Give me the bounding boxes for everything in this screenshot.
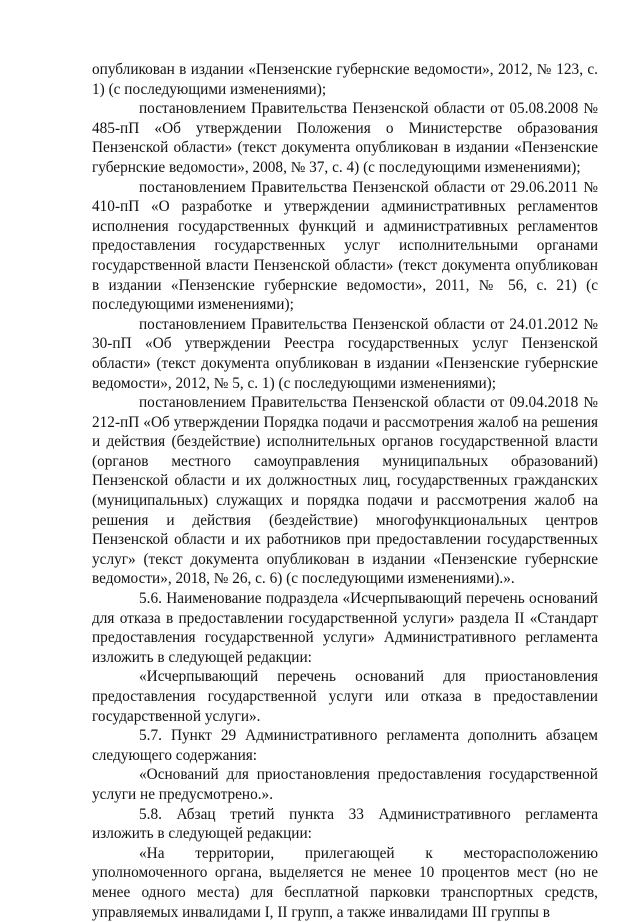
paragraph-5-6: 5.6. Наименование подраздела «Исчерпывающий перечень оснований для отказа в предоставлении государственной услуги» раздела II «Стандарт предоставления государственной услуги» Административного регламента изложить в следующей редакции: <box>92 590 598 666</box>
paragraph-5-8-new-wording: «На территории, прилегающей к месторасположению уполномоченного органа, выделяется не менее 10 процентов мест (но не менее одного места) для бесплатной парковки транспортных средств, управляемых инвалидами I, II групп, а также инвалидами III группы в <box>92 844 598 921</box>
document-page <box>92 60 598 922</box>
paragraph-5-8: 5.8. Абзац третий пункта 33 Административного регламента изложить в следующей редакции: <box>92 805 598 843</box>
paragraph-publication-continued: опубликован в издании «Пензенские губернские ведомости», 2012, № 123, с. 1) (с последующими изменениями); <box>92 61 598 98</box>
paragraph-5-6-new-wording: «Исчерпывающий перечень оснований для приостановления предоставления государственной услуги или отказа в предоставлении государственной услуги». <box>92 668 598 725</box>
paragraph-resolution-410: постановлением Правительства Пензенской области от 29.06.2011 № 410-пП «О разработке и утверждении административных регламентов исполнения государственных функций и административных регламентов предоставления государственных услуг исполнительными органами государственной власти Пензенской области» (текст документа опубликован в издании «Пензенские губернские ведомости», 2011, № 56, с. 21) (с последующими изменениями); <box>92 178 598 314</box>
paragraph-5-7-new-wording: «Оснований для приостановления предоставления государственной услуги не предусмотрено.». <box>92 766 598 803</box>
paragraph-resolution-212: постановлением Правительства Пензенской области от 09.04.2018 № 212-пП «Об утверждении Порядка подачи и рассмотрения жалоб на решения и действия (бездействие) исполнительных органов государственной власти (органов местного самоуправления муниципальных образований) Пензенской области и их должностных лиц, государственных гражданских (муниципальных) служащих и порядка подачи и рассмотрения жалоб на решения и действия (бездействие) многофункциональных центров Пензенской области и их работников при предоставлении государственных услуг» (текст документа опубликован в издании «Пензенские губернские ведомости», 2018, № 26, с. 6) (с последующими изменениями).». <box>92 394 598 588</box>
paragraph-resolution-485: постановлением Правительства Пензенской области от 05.08.2008 № 485-пП «Об утверждении Положения о Министерстве образования Пензенской области» (текст документа опубликован в издании «Пензенские губернские ведомости», 2008, № 37, с. 4) (с последующими изменениями); <box>92 100 598 176</box>
paragraph-resolution-30: постановлением Правительства Пензенской области от 24.01.2012 № 30-пП «Об утверждении Реестра государственных услуг Пензенской области» (текст документа опубликован в издании «Пензенские губернские ведомости», 2012, № 5, с. 1) (с последующими изменениями); <box>92 315 598 392</box>
paragraph-5-7: 5.7. Пункт 29 Административного регламента дополнить абзацем следующего содержания: <box>92 727 598 764</box>
